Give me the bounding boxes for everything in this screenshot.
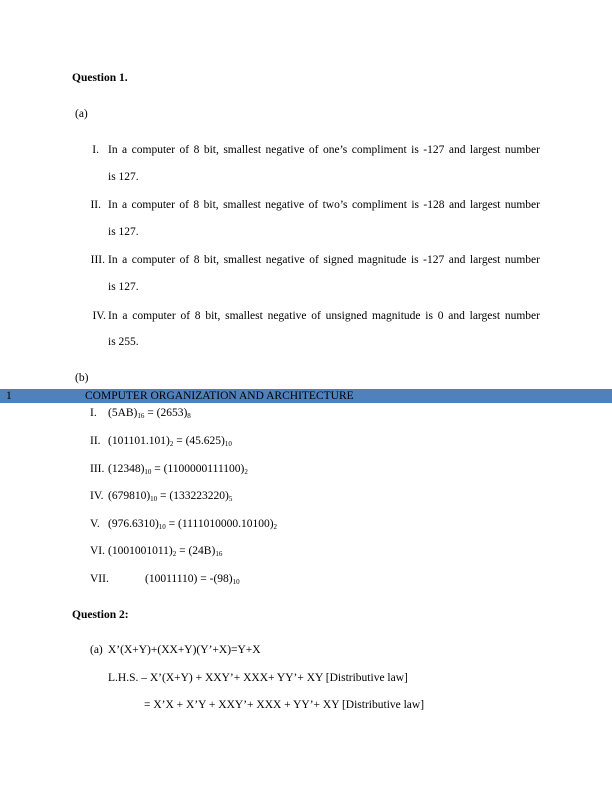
- list-item: [90, 518, 100, 530]
- base-left: 2: [172, 550, 177, 558]
- expr-right: = (1100000111100): [151, 463, 245, 475]
- conversion-expression: [108, 545, 222, 557]
- expr-left: (101101.101): [108, 435, 170, 447]
- list-item-text-cont: is 255.: [108, 336, 139, 348]
- base-left: 10: [150, 495, 158, 503]
- list-item-numeral: II.: [90, 435, 101, 447]
- base-left: 16: [137, 412, 145, 420]
- list-item-text: In a computer of 8 bit, smallest negative of signed magnitude is -127 and largest number: [108, 254, 540, 266]
- base-left: 10: [232, 578, 240, 586]
- expr-right: = (133223220): [157, 490, 229, 502]
- equation-line: = X’X + X’Y + XXY’+ XXX + YY’+ XY [Distributive law]: [144, 699, 425, 711]
- expr-right: = (1111010000.10100): [165, 518, 274, 530]
- list-item-text: In a computer of 8 bit, smallest negative of two’s compliment is -128 and largest number: [108, 199, 540, 211]
- base-right: 16: [215, 550, 223, 558]
- base-left: 10: [144, 468, 152, 476]
- expr-right: = (2653): [144, 407, 188, 419]
- base-right: 10: [224, 440, 232, 448]
- question-2-heading: Question 2:: [72, 609, 129, 621]
- list-item-numeral: III.: [90, 463, 105, 475]
- list-item: [90, 573, 109, 585]
- list-item-numeral: III.: [90, 254, 105, 266]
- expr-left: (1001001011): [108, 545, 173, 557]
- base-right: 8: [187, 412, 191, 420]
- page-number: 1: [6, 390, 12, 402]
- lhs-line: L.H.S. – X’(X+Y) + XXY’+ XXX+ YY’+ XY [Distributive law]: [108, 672, 408, 684]
- expr-right: = (45.625): [173, 435, 225, 447]
- expr-right: = (24B): [176, 545, 216, 557]
- expr-left: (10011110) = -(98): [145, 573, 233, 585]
- header-title: COMPUTER ORGANIZATION AND ARCHITECTURE: [85, 390, 354, 402]
- expr-left: (976.6310): [108, 518, 159, 530]
- list-item-text-cont: is 127.: [108, 226, 139, 238]
- list-item: [90, 435, 101, 447]
- list-item-text: In a computer of 8 bit, smallest negative of one’s compliment is -127 and largest number: [108, 144, 540, 156]
- base-right: 2: [244, 468, 248, 476]
- base-left: 10: [158, 523, 166, 531]
- base-right: 5: [228, 495, 233, 503]
- conversion-expression: [108, 407, 191, 419]
- q1-part-a-label: (a): [75, 108, 88, 120]
- q2-part-a-label: (a): [90, 644, 103, 656]
- conversion-expression: [108, 490, 232, 502]
- expr-left: (5AB): [108, 407, 138, 419]
- list-item-numeral: IV.: [92, 310, 106, 322]
- conversion-expression: [108, 463, 248, 475]
- conversion-expression: [108, 435, 232, 447]
- running-header: [0, 389, 612, 403]
- q2-part-a-expression: X’(X+Y)+(XX+Y)(Y’+X)=Y+X: [108, 644, 261, 656]
- list-item-numeral: VII.: [90, 573, 109, 585]
- list-item-text-cont: is 127.: [108, 171, 139, 183]
- list-item-text: In a computer of 8 bit, smallest negative of unsigned magnitude is 0 and largest number: [108, 310, 540, 322]
- list-item-numeral: IV.: [90, 490, 104, 502]
- list-item-numeral: I.: [90, 407, 97, 419]
- expr-left: (679810): [108, 490, 151, 502]
- conversion-expression: [108, 518, 277, 530]
- list-item: [90, 545, 105, 557]
- list-item-text-cont: is 127.: [108, 281, 139, 293]
- list-item: [90, 407, 97, 419]
- list-item-numeral: II.: [90, 199, 101, 211]
- q1-part-b-label: (b): [75, 372, 89, 384]
- question-1-heading: Question 1.: [72, 72, 128, 84]
- conversion-expression: [145, 573, 240, 585]
- list-item: [90, 463, 104, 475]
- base-right: 2: [273, 523, 278, 531]
- expr-left: (12348): [108, 463, 145, 475]
- list-item-numeral: VI.: [90, 545, 106, 557]
- list-item-numeral: V.: [90, 518, 100, 530]
- list-item: [90, 490, 104, 502]
- list-item-numeral: I.: [92, 144, 99, 156]
- base-left: 2: [169, 440, 174, 448]
